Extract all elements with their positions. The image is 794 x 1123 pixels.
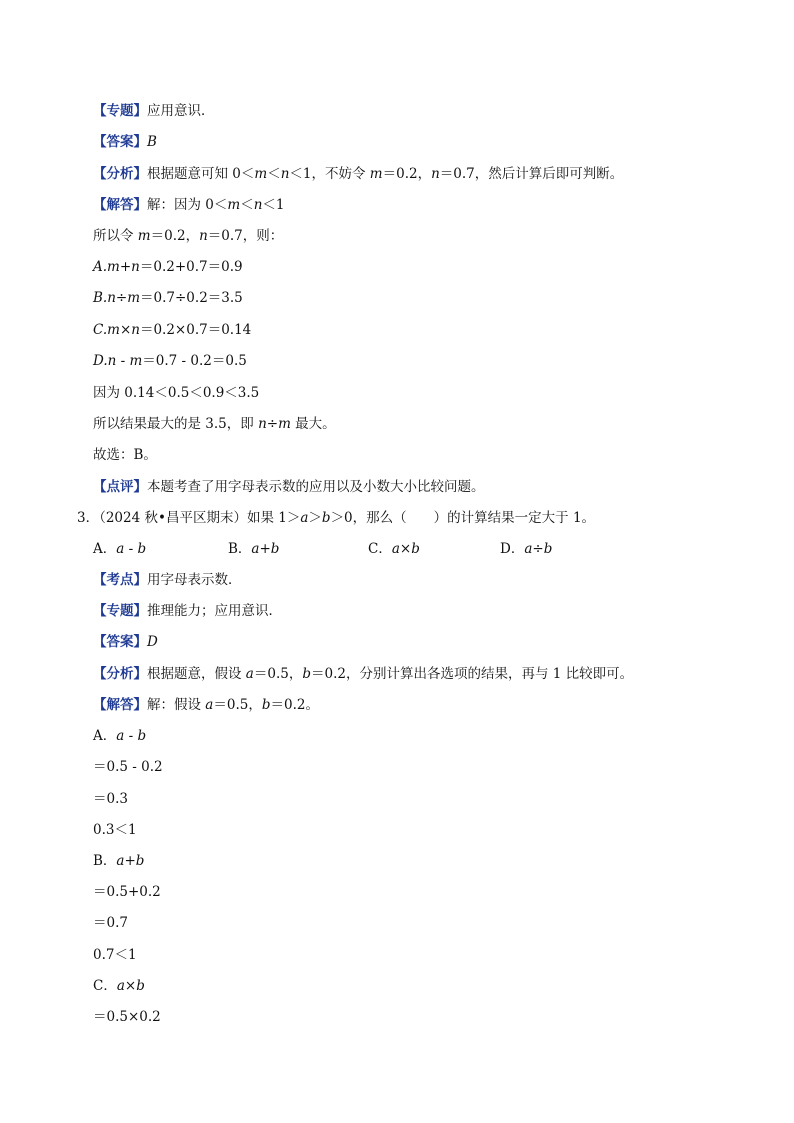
solution-step: B．a+b bbox=[93, 853, 145, 869]
solution-step: B.n÷m＝0.7÷0.2＝3.5 bbox=[93, 290, 243, 306]
analysis-line: 【分析】根据题意可知 0＜m＜n＜1，不妨令 m＝0.2，n＝0.7，然后计算后即可判断。 bbox=[93, 166, 624, 182]
solution-tag: 解答 bbox=[106, 197, 134, 213]
analysis-seg: ＝0.7，然后计算后即可判断。 bbox=[439, 166, 624, 182]
solution-line: 【解答】解：假设 a＝0.5，b＝0.2。 bbox=[93, 697, 319, 713]
answer-line: 【答案】D bbox=[93, 634, 158, 650]
solution-seg: ＜ bbox=[240, 197, 254, 213]
solution-step: 0.7＜1 bbox=[93, 947, 137, 963]
solution-step: A.m+n＝0.2+0.7＝0.9 bbox=[93, 259, 243, 275]
solution-step: 所以结果最大的是 3.5，即 n÷m 最大。 bbox=[93, 416, 336, 432]
solution-seg: m bbox=[227, 197, 241, 213]
solution-seg: n bbox=[253, 197, 263, 213]
option-c: C．a×b bbox=[368, 541, 420, 557]
analysis-seg: m bbox=[254, 166, 268, 182]
question-3-stem: 3．（2024 秋•昌平区期末）如果 1＞a＞b＞0，那么（ ）的计算结果一定大于 1。 bbox=[77, 510, 596, 526]
answer-text: D bbox=[147, 634, 158, 650]
point-line: 【考点】用字母表示数． bbox=[93, 572, 242, 588]
analysis-line: 【分析】根据题意，假设 a＝0.5，b＝0.2，分别计算出各选项的结果，再与 1 比较即可。 bbox=[93, 666, 634, 682]
analysis-seg: n bbox=[280, 166, 290, 182]
review-tag: 点评 bbox=[106, 479, 134, 495]
solution-line: 【解答】解：因为 0＜m＜n＜1 bbox=[93, 197, 285, 213]
solution-step: D.n - m＝0.7 - 0.2＝0.5 bbox=[93, 353, 247, 369]
answer-tag: 答案 bbox=[106, 634, 134, 650]
topic-tag: 专题 bbox=[106, 603, 134, 619]
solution-step: ＝0.7 bbox=[93, 915, 128, 931]
solution-step: ＝0.5×0.2 bbox=[93, 1009, 161, 1025]
analysis-seg: ＜1，不妨令 bbox=[289, 166, 370, 182]
answer-tag: 答案 bbox=[106, 134, 134, 150]
solution-step: A．a - b bbox=[93, 728, 147, 744]
topic-tag: 专题 bbox=[106, 103, 134, 119]
solution-step: C．a×b bbox=[93, 978, 145, 994]
analysis-tag: 分析 bbox=[106, 166, 134, 182]
analysis-seg: ＜ bbox=[267, 166, 281, 182]
analysis-tag: 分析 bbox=[106, 666, 134, 682]
solution-tag: 解答 bbox=[106, 697, 134, 713]
solution-step: 0.3＜1 bbox=[93, 822, 137, 838]
solution-step: ＝0.5 - 0.2 bbox=[93, 759, 163, 775]
solution-step: C.m×n＝0.2×0.7＝0.14 bbox=[93, 322, 252, 338]
topic-text: 推理能力；应用意识． bbox=[147, 603, 282, 619]
solution-step: 因为 0.14＜0.5＜0.9＜3.5 bbox=[93, 385, 260, 401]
solution-step: 故选：B。 bbox=[93, 447, 157, 463]
analysis-seg: n bbox=[431, 166, 440, 182]
review-text: 本题考查了用字母表示数的应用以及小数大小比较问题。 bbox=[147, 479, 485, 495]
solution-step: ＝0.3 bbox=[93, 791, 128, 807]
analysis-seg: ＝0.2， bbox=[382, 166, 432, 182]
option-a: A．a - b bbox=[93, 541, 147, 557]
solution-step: ＝0.5+0.2 bbox=[93, 884, 161, 900]
option-d: D．a÷b bbox=[500, 541, 553, 557]
analysis-seg: 根据题意可知 0＜ bbox=[147, 166, 255, 182]
topic-line: 【专题】应用意识． bbox=[93, 103, 215, 119]
answer-text: B bbox=[147, 134, 157, 150]
topic-line: 【专题】推理能力；应用意识． bbox=[93, 603, 282, 619]
solution-seg: ＜1 bbox=[262, 197, 285, 213]
topic-text: 应用意识． bbox=[147, 103, 215, 119]
solution-step: 所以令 m＝0.2，n＝0.7，则： bbox=[93, 228, 284, 244]
point-tag: 考点 bbox=[106, 572, 134, 588]
analysis-seg: m bbox=[369, 166, 383, 182]
solution-seg: 解：因为 0＜ bbox=[147, 197, 228, 213]
point-text: 用字母表示数． bbox=[147, 572, 242, 588]
option-b: B．a+b bbox=[228, 541, 280, 557]
review-line: 【点评】本题考查了用字母表示数的应用以及小数大小比较问题。 bbox=[93, 479, 485, 495]
answer-line: 【答案】B bbox=[93, 134, 157, 150]
